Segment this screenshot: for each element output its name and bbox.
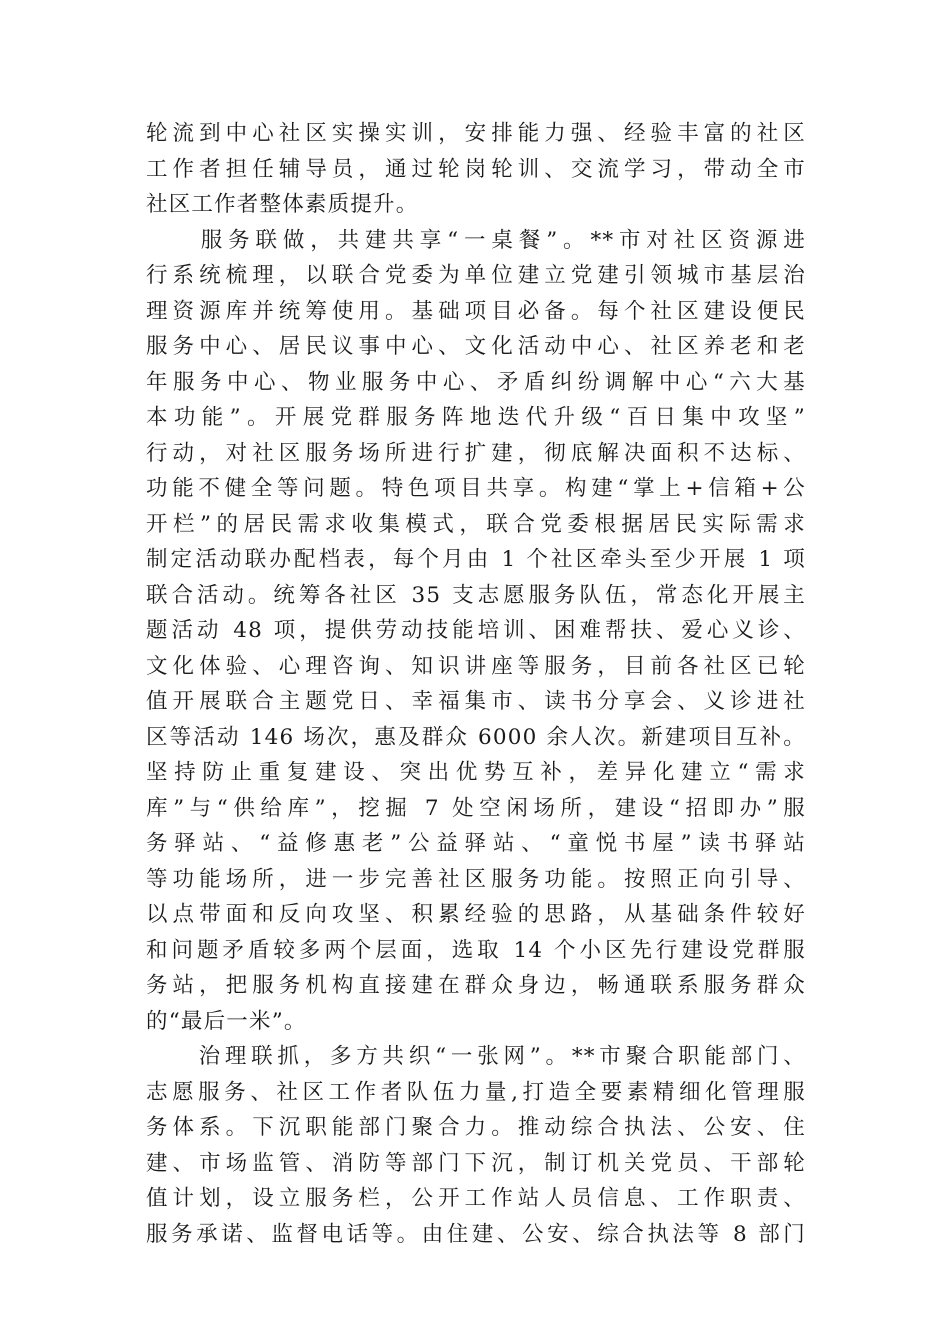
text-line: 值计划，设立服务栏，公开工作站人员信息、工作职责、: [146, 1186, 806, 1211]
text-line: 开栏”的居民需求收集模式，联合党委根据居民实际需求: [146, 511, 806, 537]
text-line: 轮流到中心社区实操实训，安排能力强、经验丰富的社区: [146, 121, 806, 146]
text-line: 坚持防止重复建设、突出优势互补，差异化建立“需求: [146, 760, 806, 785]
text-line: 志愿服务、社区工作者队伍力量,打造全要素精细化管理服: [146, 1079, 806, 1105]
text-line: 理资源库并统筹使用。基础项目必备。每个社区建设便民: [146, 298, 806, 324]
document-body: [146, 116, 806, 1252]
text-line: 社区工作者整体素质提升。: [146, 192, 419, 217]
text-line: 区等活动 146 场次，惠及群众 6000 余人次。新建项目互补。: [146, 724, 806, 750]
text-line: 题活动 48 项，提供劳动技能培训、困难帮扶、爱心义诊、: [146, 618, 806, 643]
text-line: 文化体验、心理咨询、知识讲座等服务，目前各社区已轮: [146, 653, 806, 679]
text-line: 服务联做，共建共享“一桌餐”。**市对社区资源进: [146, 227, 806, 253]
text-line: 的“最后一米”。: [146, 1008, 307, 1034]
text-line: 制定活动联办配档表，每个月由 1 个社区牵头至少开展 1 项: [146, 547, 806, 572]
text-line: 务站，把服务机构直接建在群众身边，畅通联系服务群众: [146, 973, 806, 998]
text-line: 联合活动。统筹各社区 35 支志愿服务队伍，常态化开展主: [146, 582, 806, 608]
text-line: 行动，对社区服务场所进行扩建，彻底解决面积不达标、: [146, 440, 806, 466]
text-line: 库”与“供给库”，挖掘 7 处空闲场所，建设“招即办”服: [146, 795, 806, 821]
text-line: 工作者担任辅导员，通过轮岗轮训、交流学习，带动全市: [146, 156, 806, 182]
text-line: 和问题矛盾较多两个层面，选取 14 个小区先行建设党群服: [146, 937, 806, 963]
text-line: 以点带面和反向攻坚、积累经验的思路，从基础条件较好: [146, 902, 806, 927]
text-line: 等功能场所，进一步完善社区服务功能。按照正向引导、: [146, 866, 806, 892]
text-line: 务体系。下沉职能部门聚合力。推动综合执法、公安、住: [146, 1115, 806, 1140]
text-line: 值开展联合主题党日、幸福集市、读书分享会、义诊进社: [146, 689, 806, 714]
text-line: 服务承诺、监督电话等。由住建、公安、综合执法等 8 部门: [146, 1221, 806, 1247]
text-line: 行系统梳理，以联合党委为单位建立党建引领城市基层治: [146, 263, 806, 288]
text-line: 务驿站、“益修惠老”公益驿站、“童悦书屋”读书驿站: [146, 831, 806, 856]
text-line: 功能不健全等问题。特色项目共享。构建“掌上+信箱+公: [146, 476, 806, 501]
text-line: 本功能”。开展党群服务阵地迭代升级“百日集中攻坚”: [146, 405, 806, 430]
text-line: 服务中心、居民议事中心、文化活动中心、社区养老和老: [146, 334, 806, 359]
text-line: 建、市场监管、消防等部门下沉，制订机关党员、干部轮: [146, 1150, 806, 1176]
text-line: 年服务中心、物业服务中心、矛盾纠纷调解中心“六大基: [146, 369, 806, 395]
text-line: 治理联抓，多方共织“一张网”。**市聚合职能部门、: [146, 1044, 806, 1069]
